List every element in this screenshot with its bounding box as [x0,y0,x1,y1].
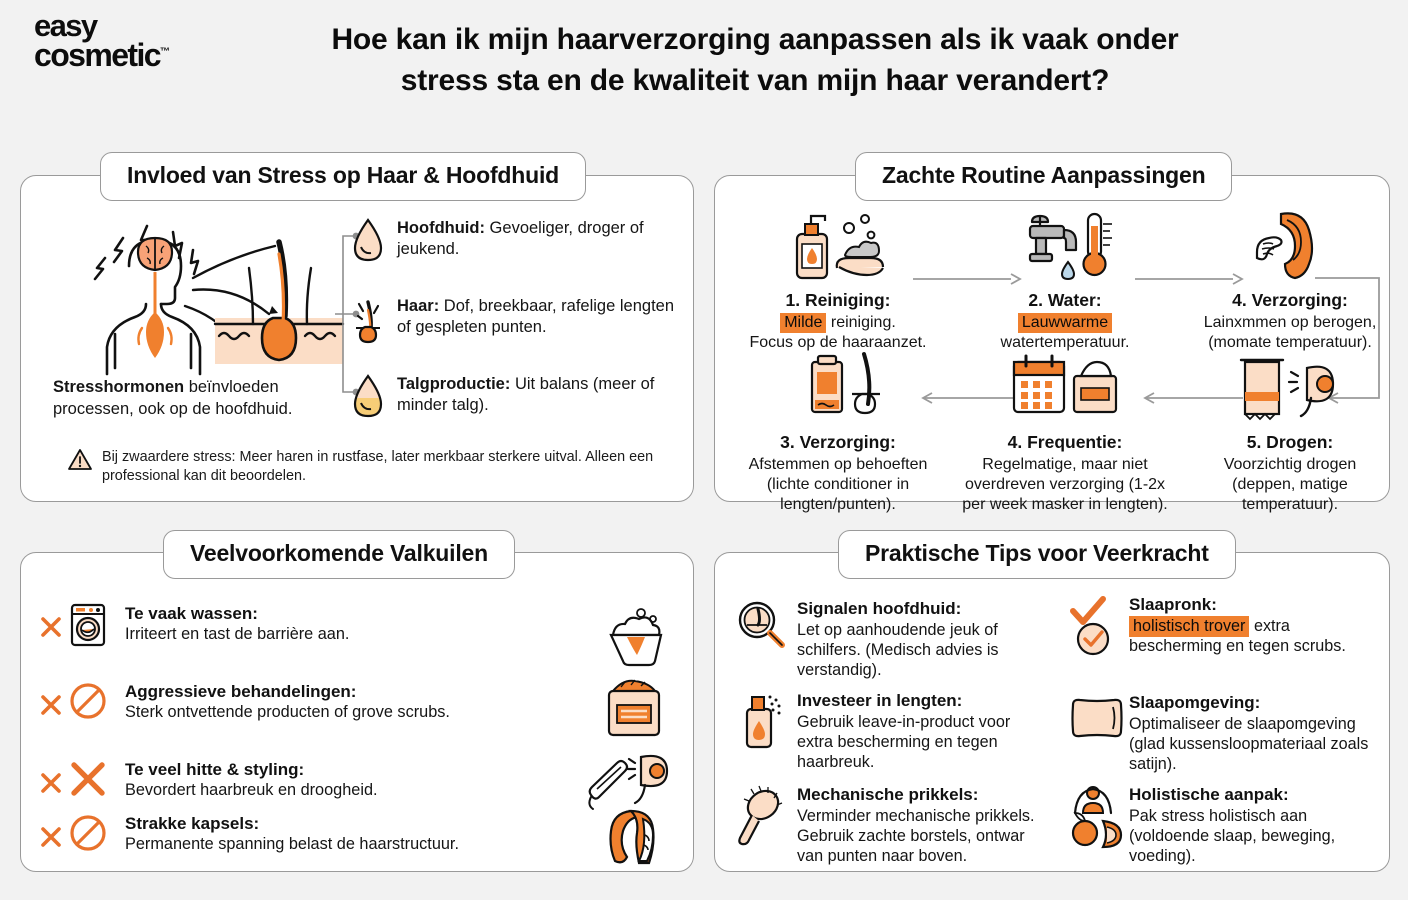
towel-hairdryer-icon [1185,346,1395,424]
washing-machine-icon [67,601,117,649]
stress-warning-text: Bij zwaardere stress: Meer haren in rustfase, later merkbaar sterkere uitval. Alleen een professional kan dit beoordelen. [102,449,654,485]
stress-illustration [43,206,343,376]
pitfall-row-4 [39,811,599,855]
routine-step-3 [1185,204,1395,353]
routine-step-6 [1185,346,1395,515]
list-item-label: Talgproductie: [397,375,511,393]
pitfall-text [117,679,450,722]
step-line2: (lichte conditioner in lengten/punten). [766,476,910,513]
pitfall-row-2 [39,679,599,723]
tip-body: Pak stress holistisch aan (voldoende slaap, beweging, voeding). [1129,807,1336,866]
prohibited-icon [67,679,117,723]
pitfall-heading: Aggressieve behandelingen: [125,682,357,701]
brand-line-1: easy [34,8,97,43]
step-title: 1. Reiniging: [785,290,891,310]
x-mark-icon [39,601,67,639]
panel-routine-adjustments [714,175,1390,513]
conditioner-tube-icon [733,346,943,424]
tip-body-rest: extra bescherming en tegen scrubs. [1129,617,1346,656]
pitfall-row-3 [39,757,599,801]
pitfall-body: Sterk ontvettende producten of grove scrubs. [125,703,450,721]
tip-text [1125,693,1377,774]
pitfall-heading: Te veel hitte & styling: [125,760,305,779]
tip-right-1 [1067,595,1377,659]
stress-caption-bold: Stresshormonen [53,378,185,396]
tip-heading: Investeer in lengten: [797,691,963,710]
step-line2: overdreven verzorging (1-2x per week masker in lengten). [962,476,1168,513]
foam-tub-icon [597,605,671,667]
tip-heading: Slaapomgeving: [1129,693,1261,712]
big-x-icon [67,757,117,801]
holistic-person-fruit-icon [1067,785,1125,847]
step-line2: Focus op de haaraanzet. [749,334,927,351]
list-item [351,294,681,350]
list-item [351,372,681,428]
tip-body: Let op aanhoudende jeuk of schilfers. (Medisch advies is verstandig). [797,621,999,680]
panel-title-pitfalls: Veelvoorkomende Valkuilen [163,530,515,579]
panel-common-pitfalls [20,552,694,872]
routine-step-5 [960,346,1170,515]
panel-title-stress: Invloed van Stress op Haar & Hoofdhuid [100,152,586,201]
step-highlight: Lauwwarme [1018,313,1112,333]
magnifier-scalp-icon [735,599,793,651]
tip-left-1 [735,599,1045,680]
calendar-jar-icon [960,346,1170,424]
tip-right-3 [1067,785,1377,866]
tip-body: Optimaliseer de slaapomgeving (glad kussensloopmateriaal zoals satijn). [1129,715,1369,774]
tip-heading: Holistische aanpak: [1129,785,1289,804]
x-mark-icon [39,757,67,795]
hairbrush-icon [735,785,793,847]
pillow-icon [1067,693,1125,745]
pitfall-heading: Strakke kapsels: [125,814,260,833]
list-item-text [397,372,681,417]
step-title: 4. Frequentie: [1007,432,1123,452]
step-line1: reiniging. [826,314,896,331]
step-title: 5. Drogen: [1246,432,1334,452]
tip-body: Gebruik leave-in-product voor extra bescherming en tegen haarbreuk. [797,713,1011,772]
sebum-droplet-icon [351,372,397,420]
list-item-label: Haar: [397,297,440,315]
tip-heading: Slaapronk: [1129,595,1217,614]
tip-body [1129,616,1377,656]
step-line1: Afstemmen op behoeften [748,456,928,473]
routine-step-1 [733,204,943,353]
panel-title-routine: Zachte Routine Aanpassingen [855,152,1232,201]
tip-text [1125,785,1377,866]
step-title: 4. Verzorging: [1232,290,1348,310]
panel-practical-tips [714,552,1390,872]
brand-logo [34,8,274,73]
warning-triangle-icon [67,448,93,472]
step-line1: Regelmatige, maar niet [982,456,1148,473]
tip-highlight: holistisch trover [1129,616,1249,637]
step-highlight: Milde [780,313,826,333]
droplet-icon [351,216,397,264]
list-item-body: Uit balans (meer of minder talg). [397,375,655,415]
step-body [733,455,943,515]
list-item-body: Dof, breekbaar, rafelige lengten of gespleten punten. [397,297,675,337]
panel-stress-influence [20,175,694,502]
pitfall-body: Bevordert haarbreuk en droogheid. [125,781,378,799]
stress-warning-note [67,448,667,486]
step-body [960,455,1170,515]
pitfall-body: Permanente spanning belast de haarstructuur. [125,835,459,853]
step-line2: (deppen, matige temperatuur). [1232,476,1348,513]
damaged-hair-icon [351,294,397,342]
list-item-text [397,216,681,261]
panel-title-tips: Praktische Tips voor Veerkracht [838,530,1236,579]
step-line1: Lainxmmen op berogen, [1203,314,1377,331]
spray-bottle-icon [735,691,793,749]
faucet-thermometer-icon [960,204,1170,282]
pitfall-row-1 [39,601,599,649]
step-title: 3. Verzorging: [780,432,896,452]
pitfall-text [117,601,349,644]
list-item-label: Hoofdhuid: [397,219,485,237]
pitfall-text [117,811,459,854]
tip-heading: Mechanische prikkels: [797,785,979,804]
brand-line-2: cosmetic™ [34,36,170,73]
tip-text [793,599,1045,680]
step-line2: (momate temperatuur). [1208,334,1372,351]
page-title: Hoe kan ik mijn haarverzorging aanpassen als ik vaak onder stress sta en de kwaliteit van mijn haar verandert? [331,23,1179,97]
step-line1: Voorzichtig drogen [1223,456,1357,473]
step-title: 2. Water: [1028,290,1102,310]
tip-left-2 [735,691,1045,772]
tip-text [1125,595,1377,656]
hair-care-woman-icon [1185,204,1395,282]
pitfall-text [117,757,378,800]
trademark-symbol: ™ [159,45,170,57]
ponytail-icon [597,805,671,867]
tip-heading: Signalen hoofdhuid: [797,599,962,618]
step-line2: watertemperatuur. [1000,334,1130,351]
double-check-icon [1067,595,1125,659]
pump-bottle-foam-icon [733,204,943,282]
tip-right-2 [1067,693,1377,774]
pitfall-heading: Te vaak wassen: [125,604,258,623]
list-item [351,216,681,272]
list-item-text [397,294,681,339]
x-mark-icon [39,679,67,717]
stress-effects-list [351,216,681,450]
list-item-body: Gevoeliger, droger of jeukend. [397,219,644,259]
x-mark-icon [39,811,67,849]
tip-text [793,785,1045,866]
routine-step-4 [733,346,943,515]
scrub-jar-icon [597,675,671,739]
tip-left-3 [735,785,1045,866]
tip-body: Verminder mechanische prikkels. Gebruik zachte borstels, ontwar van punten naar boven. [797,807,1035,866]
pitfall-body: Irriteert en tast de barrière aan. [125,625,350,643]
prohibited-icon [67,811,117,855]
step-body [1185,455,1395,515]
straightener-dryer-icon [585,749,671,813]
tip-text [793,691,1045,772]
routine-step-2 [960,204,1170,353]
stress-caption [53,376,343,421]
stress-caption-rest: beïnvloeden processen, ook op de hoofdhuid. [53,378,293,419]
